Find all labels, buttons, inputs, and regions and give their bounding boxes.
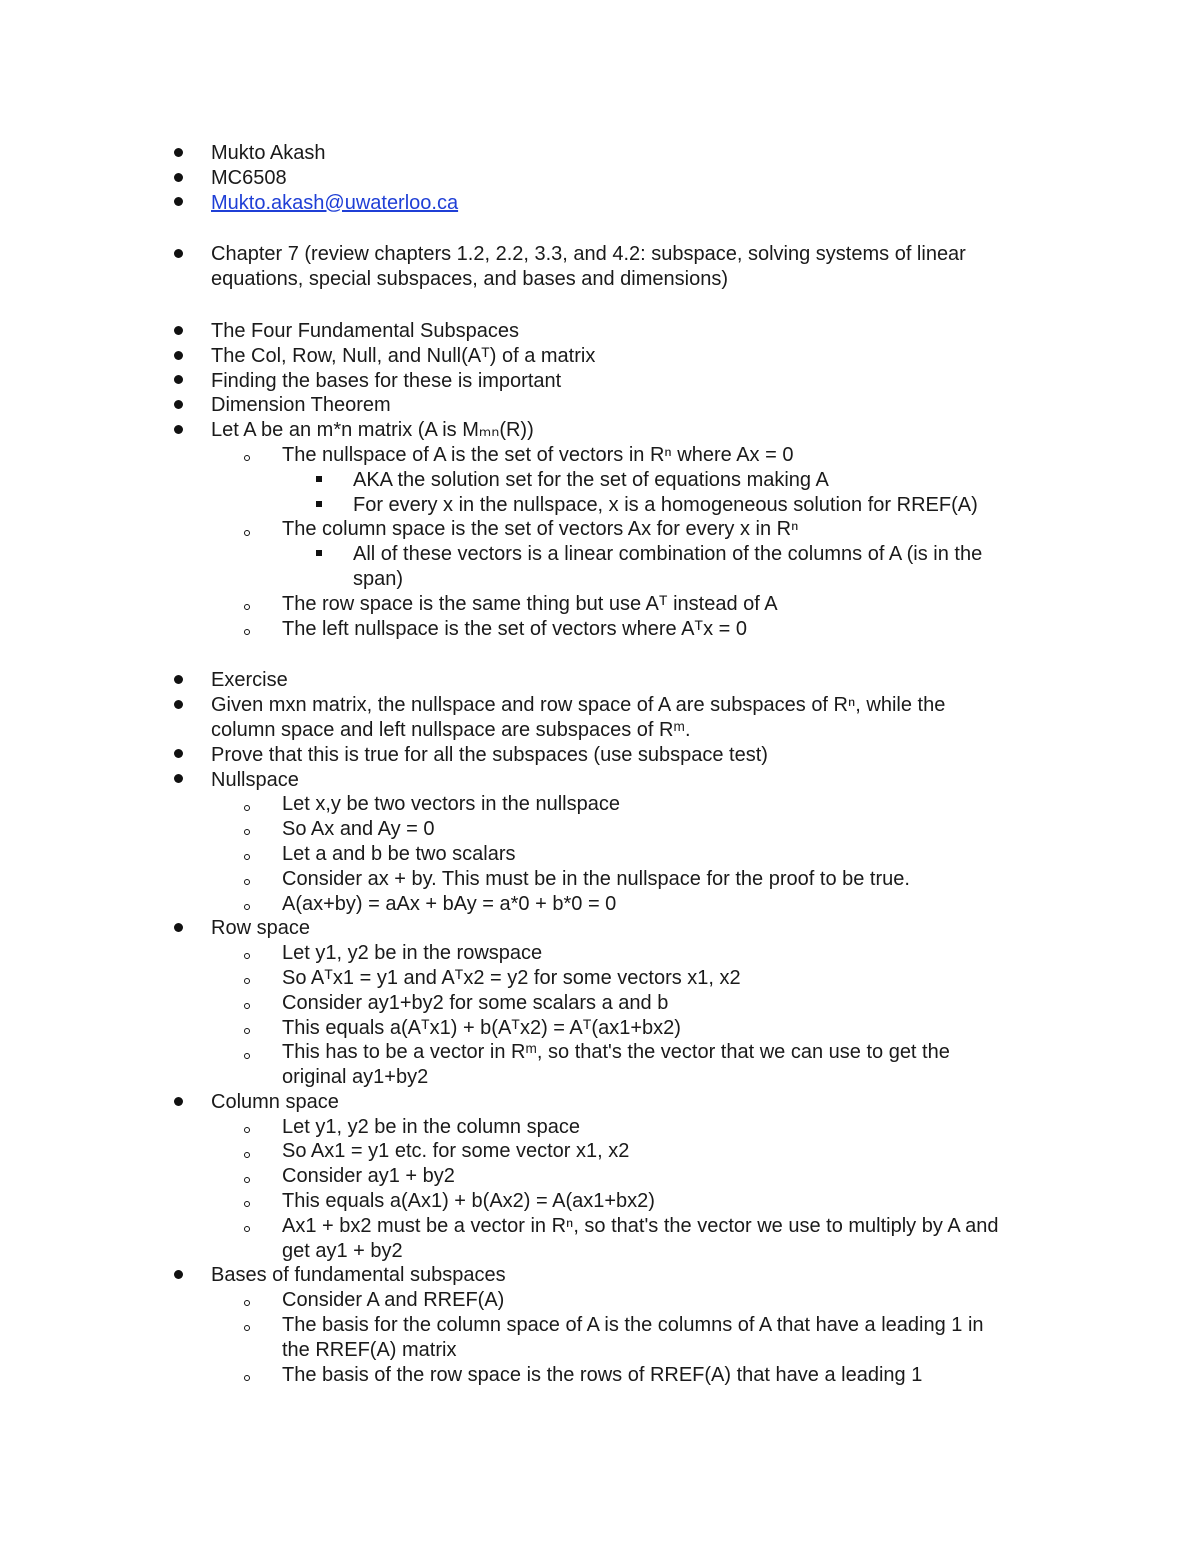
list-item — [0, 1288, 1200, 1313]
list-item-text: Chapter 7 (review chapters 1.2, 2.2, 3.3, and 4.2: subspace, solving systems of linear — [211, 243, 966, 266]
list-item-text: Consider ax + by. This must be in the nullspace for the proof to be true. — [282, 867, 910, 890]
list-item — [0, 1363, 1200, 1388]
list-item-text: Mukto Akash — [211, 142, 326, 164]
list-item-text: So Aᵀx1 = y1 and Aᵀx2 = y2 for some vectors x1, x2 — [282, 966, 741, 989]
list-item-text: Exercise — [211, 669, 288, 692]
list-item-text: Bases of fundamental subspaces — [211, 1264, 506, 1287]
bullet-circle-icon — [244, 443, 250, 468]
list-item-text: Let x,y be two vectors in the nullspace — [282, 793, 620, 816]
bullet-disc-icon — [174, 191, 183, 216]
list-item — [0, 842, 1200, 867]
bullet-disc-icon — [174, 1090, 183, 1115]
bullet-circle-icon — [244, 1040, 250, 1065]
list-item-text: equations, special subspaces, and bases and dimensions) — [211, 268, 728, 291]
list-item — [0, 344, 1200, 369]
list-item — [0, 369, 1200, 394]
bullet-circle-icon — [244, 792, 250, 817]
list-item-text: Column space — [211, 1090, 339, 1113]
list-item-text: The row space is the same thing but use Aᵀ instead of A — [282, 592, 778, 615]
list-item — [0, 567, 1200, 592]
blank-line — [0, 292, 1200, 319]
list-item-text: Nullspace — [211, 768, 299, 791]
list-item-text: MC6508 — [211, 166, 287, 189]
bullet-circle-icon — [244, 1288, 250, 1313]
bullet-circle-icon — [244, 517, 250, 542]
list-item-text: column space and left nullspace are subspaces of Rᵐ. — [211, 718, 691, 741]
list-item-text: The left nullspace is the set of vectors where Aᵀx = 0 — [282, 617, 747, 640]
bullet-disc-icon — [174, 242, 183, 267]
list-item — [0, 1263, 1200, 1288]
list-item — [0, 966, 1200, 991]
list-item-text: Finding the bases for these is important — [211, 369, 562, 392]
list-item-text: So Ax1 = y1 etc. for some vector x1, x2 — [282, 1140, 630, 1163]
list-item-text: Row space — [211, 917, 310, 940]
bullet-circle-icon — [244, 1363, 250, 1388]
email-link[interactable]: Mukto.akash@uwaterloo.ca — [211, 191, 459, 214]
list-item-text: So Ax and Ay = 0 — [282, 818, 435, 841]
bullet-square-icon — [316, 542, 322, 567]
list-item — [0, 1090, 1200, 1115]
list-item-text: Let y1, y2 be in the column space — [282, 1115, 580, 1138]
list-item — [0, 542, 1200, 567]
list-item-text: The basis of the row space is the rows of RREF(A) that have a leading 1 — [282, 1363, 923, 1386]
list-item-text: the RREF(A) matrix — [282, 1338, 457, 1361]
list-item — [0, 166, 1200, 191]
list-item — [0, 743, 1200, 768]
list-item — [0, 1139, 1200, 1164]
bullet-square-icon — [316, 493, 322, 518]
list-item — [0, 1239, 1200, 1264]
list-item — [0, 1164, 1200, 1189]
list-item-text: get ay1 + by2 — [282, 1239, 403, 1262]
list-item — [0, 1016, 1200, 1041]
bullet-disc-icon — [174, 693, 183, 718]
list-item-text: The Col, Row, Null, and Null(Aᵀ) of a matrix — [211, 344, 596, 367]
bullet-circle-icon — [244, 592, 250, 617]
list-item — [0, 592, 1200, 617]
list-item-text: For every x in the nullspace, x is a homogeneous solution for RREF(A) — [353, 493, 978, 516]
list-item — [0, 517, 1200, 542]
list-item — [0, 443, 1200, 468]
list-item — [0, 817, 1200, 842]
list-item — [0, 191, 1200, 216]
bullet-disc-icon — [174, 668, 183, 693]
bullet-circle-icon — [244, 1164, 250, 1189]
bullet-disc-icon — [174, 743, 183, 768]
bullet-disc-icon — [174, 141, 183, 166]
bullet-circle-icon — [244, 892, 250, 917]
list-item — [0, 1214, 1200, 1239]
list-item-text: Consider ay1+by2 for some scalars a and b — [282, 991, 669, 1014]
list-item-text: Let A be an m*n matrix (A is Mₘₙ(R)) — [211, 419, 534, 442]
list-item-text: Prove that this is true for all the subspaces (use subspace test) — [211, 743, 768, 766]
list-item — [0, 393, 1200, 418]
list-item — [0, 693, 1200, 718]
list-item-text: This has to be a vector in Rᵐ, so that's the vector that we can use to get the — [282, 1041, 950, 1064]
bullet-circle-icon — [244, 817, 250, 842]
list-item — [0, 991, 1200, 1016]
list-item-text: original ay1+by2 — [282, 1066, 429, 1089]
list-item — [0, 617, 1200, 642]
list-item — [0, 1040, 1200, 1065]
list-item — [0, 468, 1200, 493]
list-item — [0, 867, 1200, 892]
list-item — [0, 1313, 1200, 1338]
list-item — [0, 1115, 1200, 1140]
bullet-circle-icon — [244, 991, 250, 1016]
bullet-disc-icon — [174, 166, 183, 191]
list-item — [0, 242, 1200, 267]
list-item-text: Consider A and RREF(A) — [282, 1289, 505, 1312]
bullet-circle-icon — [244, 1189, 250, 1214]
list-item — [0, 319, 1200, 344]
list-item — [0, 493, 1200, 518]
list-item — [0, 941, 1200, 966]
bullet-circle-icon — [244, 842, 250, 867]
list-item-text: Consider ay1 + by2 — [282, 1165, 455, 1188]
list-item-text: This equals a(Aᵀx1) + b(Aᵀx2) = Aᵀ(ax1+bx2) — [282, 1016, 681, 1039]
list-item — [0, 1189, 1200, 1214]
list-item-text: AKA the solution set for the set of equations making A — [353, 468, 829, 491]
bullet-disc-icon — [174, 393, 183, 418]
list-item — [0, 768, 1200, 793]
list-item-text: The Four Fundamental Subspaces — [211, 319, 519, 342]
list-item-text: The nullspace of A is the set of vectors in Rⁿ where Ax = 0 — [282, 443, 794, 466]
bullet-disc-icon — [174, 768, 183, 793]
bullet-disc-icon — [174, 369, 183, 394]
list-item-text: Let a and b be two scalars — [282, 842, 516, 865]
bullet-circle-icon — [244, 1139, 250, 1164]
list-item — [0, 668, 1200, 693]
list-item-text: All of these vectors is a linear combination of the columns of A (is in the — [353, 543, 983, 566]
list-item-text: Let y1, y2 be in the rowspace — [282, 942, 543, 965]
bullet-circle-icon — [244, 941, 250, 966]
bullet-circle-icon — [244, 867, 250, 892]
list-item — [0, 916, 1200, 941]
bullet-circle-icon — [244, 1016, 250, 1041]
list-item-text: A(ax+by) = aAx + bAy = a*0 + b*0 = 0 — [282, 892, 617, 915]
list-item-text: The column space is the set of vectors Ax for every x in Rⁿ — [282, 518, 799, 541]
bullet-circle-icon — [244, 966, 250, 991]
bullet-square-icon — [316, 468, 322, 493]
list-item — [0, 1338, 1200, 1363]
bullet-disc-icon — [174, 1263, 183, 1288]
list-item-text: Ax1 + bx2 must be a vector in Rⁿ, so that's the vector we use to multiply by A and — [282, 1214, 999, 1237]
notes-list — [0, 141, 1200, 1387]
list-item — [0, 418, 1200, 443]
list-item-text: Given mxn matrix, the nullspace and row space of A are subspaces of Rⁿ, while the — [211, 694, 946, 717]
list-item — [0, 1065, 1200, 1090]
list-item — [0, 718, 1200, 743]
bullet-disc-icon — [174, 916, 183, 941]
list-item-text: The basis for the column space of A is the columns of A that have a leading 1 in — [282, 1314, 984, 1337]
list-item — [0, 792, 1200, 817]
bullet-disc-icon — [174, 344, 183, 369]
list-item — [0, 141, 1200, 166]
list-item-text: This equals a(Ax1) + b(Ax2) = A(ax1+bx2) — [282, 1190, 655, 1213]
bullet-circle-icon — [244, 617, 250, 642]
bullet-circle-icon — [244, 1115, 250, 1140]
list-item-text: Dimension Theorem — [211, 394, 391, 417]
bullet-disc-icon — [174, 418, 183, 443]
bullet-disc-icon — [174, 319, 183, 344]
list-item — [0, 267, 1200, 292]
list-item-text: span) — [353, 567, 404, 590]
blank-line — [0, 215, 1200, 242]
bullet-circle-icon — [244, 1214, 250, 1239]
list-item — [0, 892, 1200, 917]
bullet-circle-icon — [244, 1313, 250, 1338]
blank-line — [0, 641, 1200, 668]
